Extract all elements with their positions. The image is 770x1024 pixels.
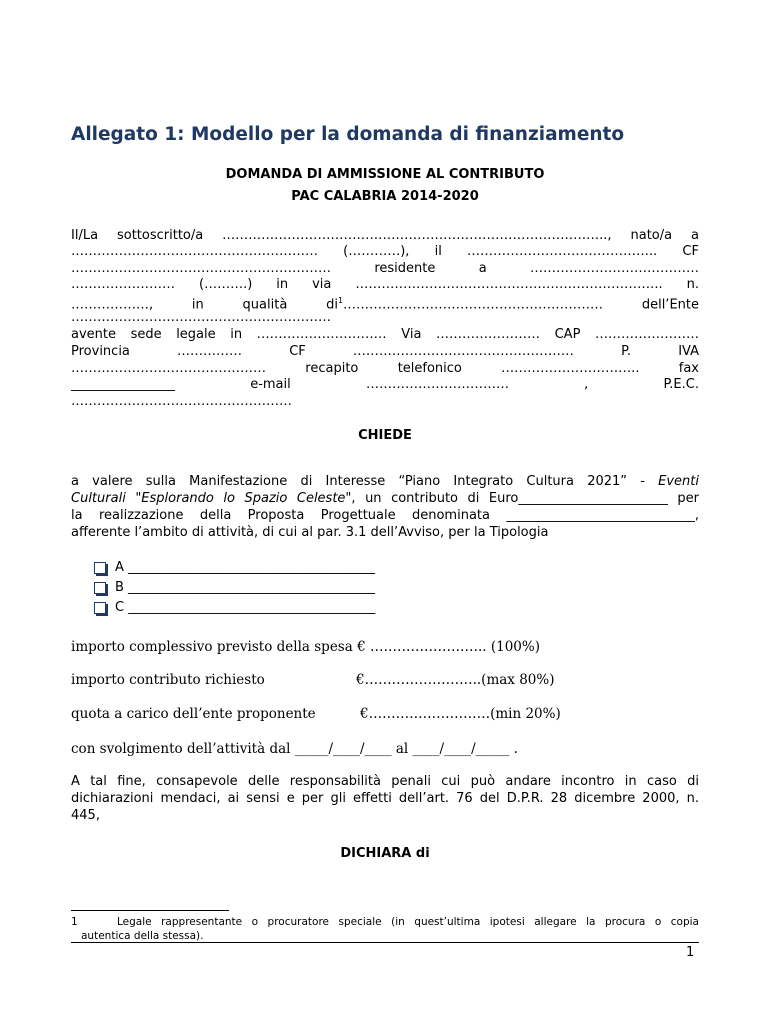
declarant-line-11: …………………………………………… <box>71 394 292 409</box>
checkbox-icon[interactable] <box>94 602 106 614</box>
cost-contribution-label: importo contributo richiesto <box>71 672 265 688</box>
consent-line-2: dichiarazioni mendaci, ai sensi e per gli effetti dell’art. 76 del D.P.R. 28 dicembre 2000, n. <box>71 791 699 806</box>
declarant-line-2: ………………………………………………… (…………), il …………………………………….. CF <box>71 244 699 259</box>
tipologia-option-a[interactable] <box>94 560 375 575</box>
consent-line-3: 445, <box>71 808 100 823</box>
document-title: Allegato 1: Modello per la domanda di finanziamento <box>71 124 625 145</box>
declarant-line-9: ……………………………………… recapito telefonico ………………………….. fax <box>71 361 699 376</box>
declarant-line-1: Il/La sottoscritto/a …………………………………………………………………………….., nato/a a <box>71 228 699 243</box>
activity-period-row <box>71 741 699 758</box>
declarant-line-8: Provincia …………… CF …………………………………………… P. IVA <box>71 344 699 359</box>
cost-total-label: importo complessivo previsto della spesa € …………………….. (100%) <box>71 639 540 655</box>
dichiara-heading: DICHIARA di <box>340 846 430 861</box>
footnote-separator <box>71 910 229 911</box>
chiede-heading: CHIEDE <box>358 428 412 443</box>
tipologia-option-a-label: A ______________________________________ <box>115 560 376 575</box>
chiede-line-4: afferente l’ambito di attività, di cui al par. 3.1 dell’Avviso, per la Tipologia <box>71 525 549 540</box>
page-bottom-rule <box>71 942 699 943</box>
footnote-reference: 1 <box>337 296 344 305</box>
footnote <box>71 915 699 943</box>
footnote-number: 1 <box>71 916 78 928</box>
cost-quota-label: quota a carico dell’ente proponente <box>71 706 316 722</box>
cost-quota-row <box>71 706 699 723</box>
chiede-line-2-a: Culturali "Esplorando lo Spazio Celeste" <box>71 491 352 506</box>
chiede-line-3: la realizzazione della Proposta Progettuale denominata _____________________________, <box>71 508 699 523</box>
footnote-text-2: autentica della stessa). <box>81 930 204 942</box>
declarant-line-7: avente sede legale in ………………………… Via …………………… CAP …………………… <box>71 327 699 342</box>
page-number: 1 <box>686 945 695 960</box>
cost-total-row <box>71 639 699 656</box>
activity-period: con svolgimento dell’attività dal _____/____/____ al ____/____/_____ . <box>71 741 518 757</box>
chiede-line-1-b: Eventi <box>658 474 699 489</box>
cost-contribution-value: €……………………..(max 80%) <box>356 672 555 688</box>
declarant-line-4: …………………… (……….) in via …………………………………………………………….. n. <box>71 277 699 292</box>
declarant-line-5-a: ………………, in qualità di <box>71 297 338 313</box>
heading-line-2: PAC CALABRIA 2014-2020 <box>291 189 479 204</box>
heading-line-1: DOMANDA DI AMMISSIONE AL CONTRIBUTO <box>225 167 545 182</box>
chiede-line-1-a: a valere sulla Manifestazione di Interesse “Piano Integrato Cultura 2021” - <box>71 474 659 489</box>
declarant-line-10: ________________ e-mail …………………………… , P.E.C. <box>71 377 699 392</box>
tipologia-option-c[interactable] <box>94 600 375 615</box>
chiede-line-1 <box>71 474 699 491</box>
chiede-line-2 <box>71 491 699 508</box>
cost-quota-value: €………………………(min 20%) <box>360 706 561 722</box>
declarant-line-6: …………………………………………………… <box>71 310 331 325</box>
declarant-line-3: …………………………………………………… residente a ………………………………… <box>71 261 699 276</box>
tipologia-option-b[interactable] <box>94 580 375 595</box>
declarant-line-5-b: …………………………………………………… dell’Ente <box>343 297 699 313</box>
checkbox-icon[interactable] <box>94 562 106 574</box>
cost-contribution-row <box>71 672 699 689</box>
consent-line-1: A tal fine, consapevole delle responsabilità penali cui può andare incontro in caso di <box>71 774 699 789</box>
tipologia-option-b-label: B ______________________________________ <box>115 580 376 595</box>
chiede-line-2-b: , un contributo di Euro_______________________ per <box>351 491 700 506</box>
footnote-text-1: Legale rappresentante o procuratore speciale (in quest’ultima ipotesi allegare la procura o copia <box>117 916 699 928</box>
checkbox-icon[interactable] <box>94 582 106 594</box>
tipologia-option-c-label: C ______________________________________ <box>115 600 376 615</box>
footnote-line-1 <box>71 915 699 929</box>
